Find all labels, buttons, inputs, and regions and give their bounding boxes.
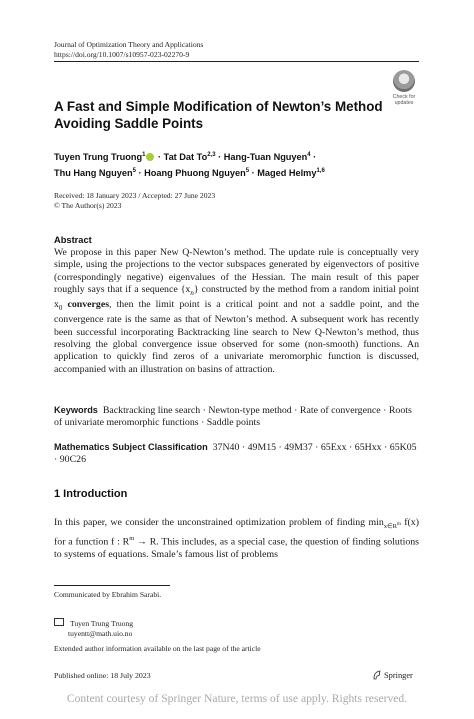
footnote-rule — [54, 585, 170, 586]
corr-author-name: Tuyen Trung Truong — [70, 619, 134, 628]
keywords-text: Backtracking line search · Newton-type method · Rate of convergence · Roots of univariate meromorphic functions · Saddle points — [54, 405, 412, 429]
keywords-label: Keywords — [54, 405, 98, 415]
author-4-affil: 5 — [132, 168, 136, 175]
paper-title — [54, 98, 384, 132]
extended-author-info: Extended author information available on the last page of the article — [54, 644, 261, 653]
orcid-icon[interactable] — [146, 153, 154, 161]
author-separator: · — [249, 168, 258, 179]
doi-link[interactable]: https://doi.org/10.1007/s10957-023-02270-9 — [54, 50, 190, 59]
author-5-affil: 5 — [245, 168, 250, 175]
msc-classification — [54, 441, 419, 467]
msc-text: 37N40 · 49M15 · 49M37 · 65Exx · 65Hxx · 65K05 · 90C26 — [54, 442, 417, 466]
author-6[interactable]: Maged Helmy — [257, 168, 317, 179]
article-dates — [54, 191, 215, 211]
author-3-affil: 4 — [307, 152, 311, 158]
author-separator: · — [310, 152, 317, 163]
author-1[interactable]: Tuyen Trung Truong — [54, 152, 143, 163]
journal-header — [54, 40, 203, 60]
author-separator: · — [215, 152, 224, 163]
received-accepted: Received: 18 January 2023 / Accepted: 27 June 2023 — [54, 191, 216, 200]
author-separator: · — [155, 152, 164, 163]
msc-label: Mathematics Subject Classification — [54, 442, 208, 452]
springer-horse-icon — [372, 670, 382, 680]
corresponding-author — [54, 618, 133, 639]
author-2[interactable]: Tat Dat To — [163, 152, 208, 163]
check-for-updates-badge[interactable] — [388, 70, 420, 104]
author-3[interactable]: Hang-Tuan Nguyen — [223, 152, 308, 163]
communicated-by: Communicated by Ebrahim Sarabi. — [54, 590, 162, 599]
badge-line2: updates — [394, 100, 414, 106]
author-1-affil: 1 — [142, 152, 146, 158]
published-online: Published online: 18 July 2023 — [54, 671, 151, 680]
introduction-text: In this paper, we consider the unconstrained optimization problem of finding $\min_{x\in R^m} f(x)$ for a function f : $R^m \to R$. This includes, as a special case, the question of finding solutions to systems of equations. Smale’s famous list of problems — [54, 517, 420, 560]
courtesy-notice: Content courtesy of Springer Nature, terms of use apply. Rights reserved. — [66, 692, 408, 705]
keywords — [54, 404, 419, 430]
journal-name: Journal of Optimization Theory and Applications — [54, 40, 204, 49]
author-list — [54, 148, 419, 180]
corr-author-email[interactable]: tuyentt@math.uio.no — [68, 629, 133, 638]
badge-line1: Check for — [392, 94, 416, 100]
author-2-affil: 2,3 — [207, 152, 216, 158]
section-heading-introduction: 1 Introduction — [54, 488, 128, 500]
title-line2: Avoiding Saddle Points — [54, 116, 204, 131]
publisher-logo — [372, 670, 413, 680]
author-separator: · — [135, 168, 145, 179]
title-line1: A Fast and Simple Modification of Newton’s Method — [54, 99, 383, 114]
publisher-name: Springer — [384, 671, 413, 680]
abstract-text: We propose in this paper New Q-Newton’s method. The update rule is conceptually very simple, using the projections to the vector subspaces generated by eigenvectors of positive (correspondingly negative) eigenvalues of the Hessian. The main result of this paper roughly says that if a sequence $\{x_n\}$ constructed by the method from a random initial point $x_0$ converges, then the limit point is a critical point and not a saddle point, and the convergence rate is the same as that of Newton’s method. A subsequent work has recently been successful incorporating Backtracking line search to New Q-Newton’s method, thus resolving the global convergence issue observed for some (non-smooth) functions. An application to quickly find zeros of a univariate meromorphic function is discussed, accompanied with an illustration on basins of attraction. — [54, 247, 420, 375]
author-5[interactable]: Hoang Phuong Nguyen — [144, 168, 246, 179]
copyright: © The Author(s) 2023 — [54, 201, 122, 210]
author-6-affil: 1,6 — [316, 168, 325, 175]
abstract-heading: Abstract — [54, 235, 92, 245]
mail-icon — [54, 618, 64, 626]
check-updates-icon — [393, 70, 415, 92]
author-4[interactable]: Thu Hang Nguyen — [54, 168, 133, 179]
header-rule — [54, 61, 419, 62]
